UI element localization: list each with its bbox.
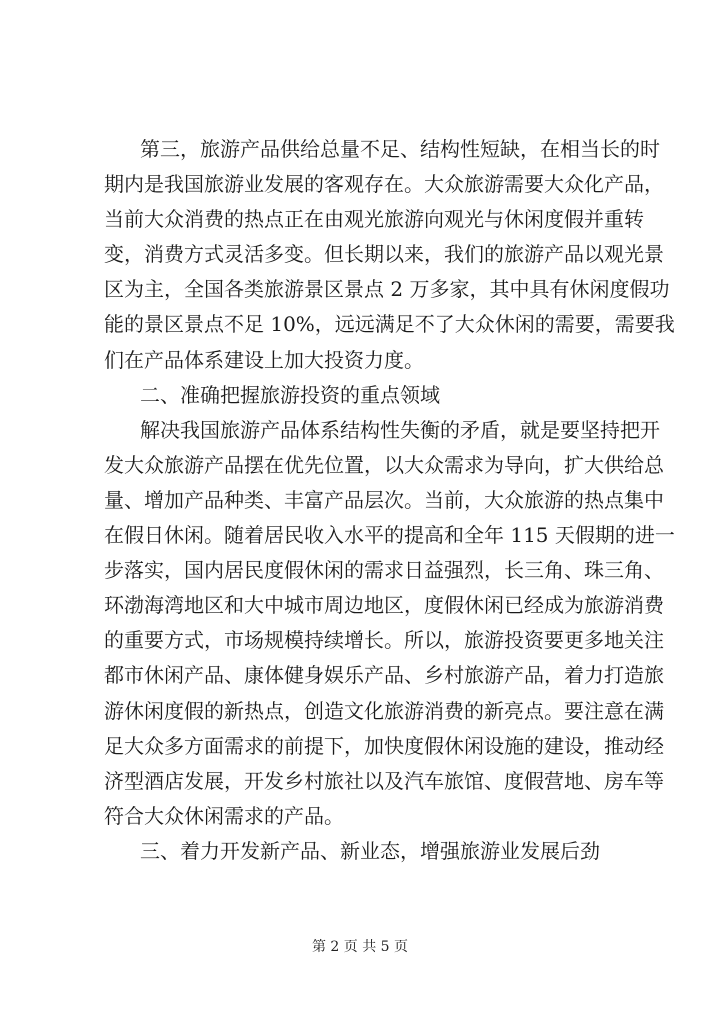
paragraph-line: 解决我国旅游产品体系结构性失衡的矛盾，就是要坚持把开 [140,417,660,442]
paragraph-line: 们在产品体系建设上加大投资力度。 [104,347,424,372]
paragraph-line: 在假日休闲。随着居民收入水平的提高和全年 115 天假期的进一 [104,523,675,548]
paragraph-line: 的重要方式，市场规模持续增长。所以，旅游投资要更多地关注 [104,628,664,653]
paragraph-line: 都市休闲产品、康体健身娱乐产品、乡村旅游产品，着力打造旅 [104,663,664,688]
paragraph-line: 变，消费方式灵活多变。但长期以来，我们的旅游产品以观光景 [104,242,664,267]
section-heading: 三、着力开发新产品、新业态，增强旅游业发展后劲 [140,838,600,863]
paragraph-line: 量、增加产品种类、丰富产品层次。当前，大众旅游的热点集中 [104,487,664,512]
paragraph-line: 环渤海湾地区和大中城市周边地区，度假休闲已经成为旅游消费 [104,593,664,618]
paragraph-line: 游休闲度假的新热点，创造文化旅游消费的新亮点。要注意在满 [104,698,664,723]
paragraph-line: 足大众多方面需求的前提下，加快度假休闲设施的建设，推动经 [104,733,664,758]
paragraph-line: 发大众旅游产品摆在优先位置，以大众需求为导向，扩大供给总 [104,452,664,477]
paragraph-line: 第三，旅游产品供给总量不足、结构性短缺，在相当长的时 [140,137,660,161]
paragraph-line: 步落实，国内居民度假休闲的需求日益强烈，长三角、珠三角、 [104,558,664,583]
paragraph-line: 当前大众消费的热点正在由观光旅游向观光与休闲度假并重转 [104,207,644,232]
paragraph-line: 济型酒店发展，开发乡村旅社以及汽车旅馆、度假营地、房车等 [104,768,664,793]
paragraph-line: 期内是我国旅游业发展的客观存在。大众旅游需要大众化产品， [104,172,664,197]
body-text [104,132,675,869]
paragraph-line: 能的景区景点不足 10%，远远满足不了大众休闲的需要，需要我 [104,312,675,337]
section-heading: 二、准确把握旅游投资的重点领域 [140,382,440,407]
paragraph-line: 符合大众休闲需求的产品。 [104,803,344,828]
page-number-footer: 第 2 页 共 5 页 [311,939,409,955]
paragraph-line: 区为主，全国各类旅游景区景点 2 万多家，其中具有休闲度假功 [104,277,670,302]
